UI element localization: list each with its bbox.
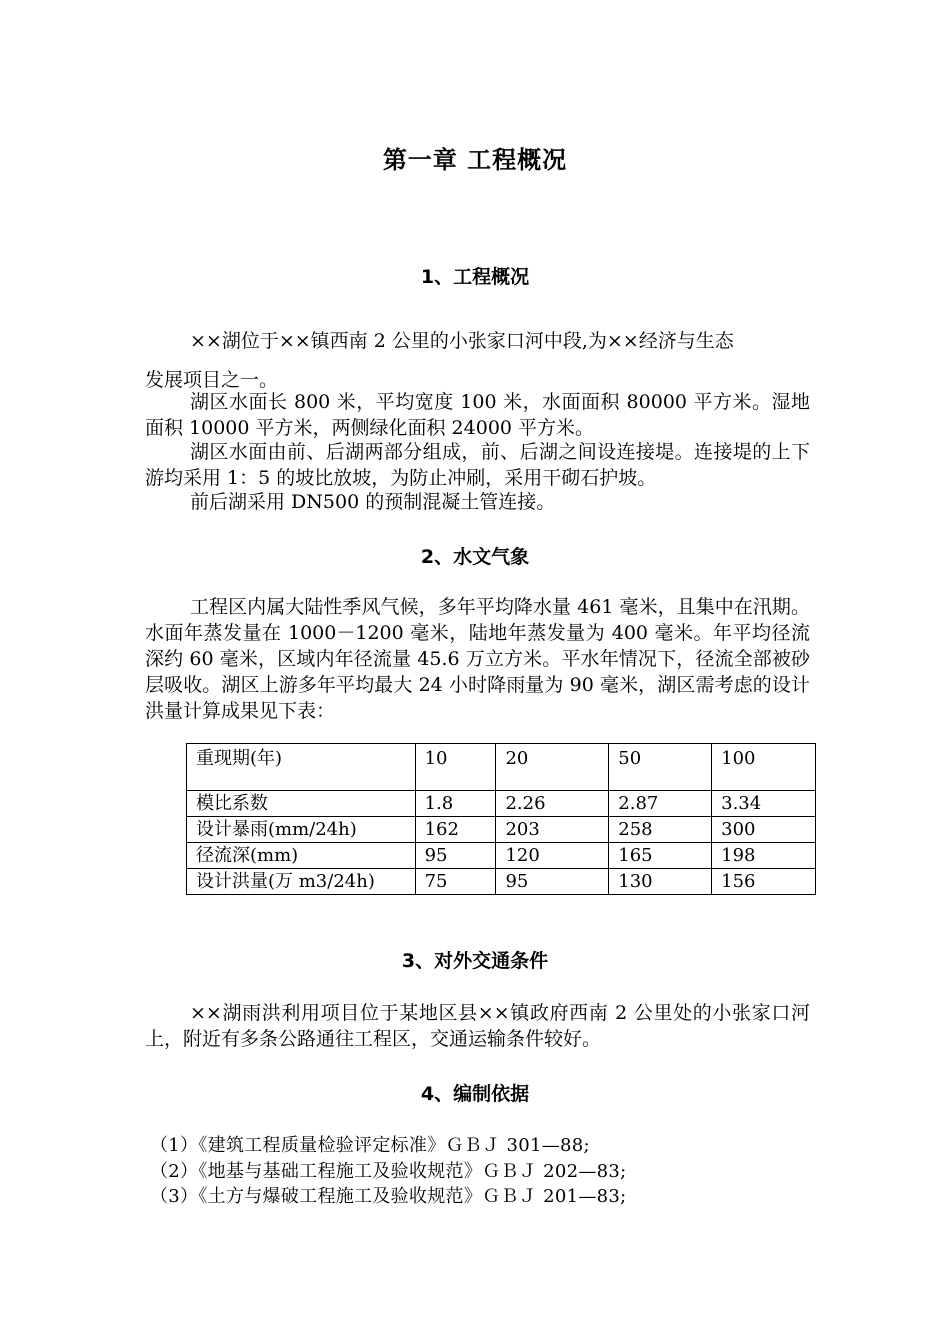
overview-paragraph-4: 前后湖采用 DN500 的预制混凝土管连接。 bbox=[190, 491, 556, 513]
overview-paragraph-1-line-1: ××湖位于××镇西南 2 公里的小张家口河中段,为××经济与生态 bbox=[190, 330, 734, 352]
section-heading-overview: 1、工程概况 bbox=[420, 266, 530, 288]
table-row bbox=[187, 843, 816, 869]
table-cell: 75 bbox=[415, 869, 496, 895]
table-header-row bbox=[187, 744, 816, 791]
flood-calculation-table bbox=[186, 743, 816, 895]
table-cell: 165 bbox=[609, 843, 712, 869]
overview-paragraph-1-line-2: 发展项目之一。 bbox=[145, 369, 279, 391]
overview-paragraph-2: 湖区水面长 800 米，平均宽度 100 米，水面面积 80000 平方米。湿地面积 10000 平方米，两侧绿化面积 24000 平方米。 bbox=[145, 391, 810, 439]
table-cell: 20 bbox=[496, 744, 609, 791]
table-cell: 2.87 bbox=[609, 791, 712, 817]
table-cell: 156 bbox=[712, 869, 816, 895]
chapter-title: 第一章 工程概况 bbox=[382, 146, 568, 174]
table-cell: 95 bbox=[415, 843, 496, 869]
section-heading-hydrology: 2、水文气象 bbox=[420, 546, 530, 568]
table-cell: 径流深(mm) bbox=[187, 843, 416, 869]
table-cell: 3.34 bbox=[712, 791, 816, 817]
table-cell: 1.8 bbox=[415, 791, 496, 817]
transport-paragraph: ××湖雨洪利用项目位于某地区县××镇政府西南 2 公里处的小张家口河上，附近有多条公路通往工程区，交通运输条件较好。 bbox=[145, 1002, 810, 1050]
reference-item: （1）《建筑工程质量检验评定标准》ＧＢＪ 301—88; bbox=[150, 1135, 590, 1156]
table-cell: 2.26 bbox=[496, 791, 609, 817]
section-heading-basis: 4、编制依据 bbox=[420, 1083, 530, 1105]
table-row bbox=[187, 791, 816, 817]
table-cell: 120 bbox=[496, 843, 609, 869]
overview-paragraph-3: 湖区水面由前、后湖两部分组成，前、后湖之间设连接堤。连接堤的上下游均采用 1：5 的坡比放坡，为防止冲刷，采用干砌石护坡。 bbox=[145, 441, 810, 489]
table-cell: 300 bbox=[712, 817, 816, 843]
table-row bbox=[187, 817, 816, 843]
table-cell: 10 bbox=[415, 744, 496, 791]
table-cell: 130 bbox=[609, 869, 712, 895]
table-cell: 设计暴雨(mm/24h) bbox=[187, 817, 416, 843]
table-cell: 100 bbox=[712, 744, 816, 791]
table-cell: 设计洪量(万 m3/24h) bbox=[187, 869, 416, 895]
table-cell: 重现期(年) bbox=[187, 744, 416, 791]
table-cell: 258 bbox=[609, 817, 712, 843]
hydrology-paragraph: 工程区内属大陆性季风气候，多年平均降水量 461 毫米，且集中在汛期。水面年蒸发量在 1000－1200 毫米，陆地年蒸发量为 400 毫米。年平均径流深约 60 毫米，区域内年径流量 45.6 万立方米。平水年情况下，径流全部被砂层吸收。湖区上游多年平均最大 24 小时降雨量为 90 毫米，湖区需考虑的设计洪量计算成果见下表： bbox=[145, 596, 810, 722]
reference-item: （3）《土方与爆破工程施工及验收规范》ＧＢＪ 201—83; bbox=[150, 1186, 627, 1207]
table-cell: 198 bbox=[712, 843, 816, 869]
table-cell: 162 bbox=[415, 817, 496, 843]
table-cell: 203 bbox=[496, 817, 609, 843]
table-cell: 模比系数 bbox=[187, 791, 416, 817]
table-row bbox=[187, 869, 816, 895]
reference-item: （2）《地基与基础工程施工及验收规范》ＧＢＪ 202—83; bbox=[150, 1161, 627, 1182]
section-heading-transport: 3、对外交通条件 bbox=[401, 950, 549, 972]
table-cell: 95 bbox=[496, 869, 609, 895]
table-cell: 50 bbox=[609, 744, 712, 791]
